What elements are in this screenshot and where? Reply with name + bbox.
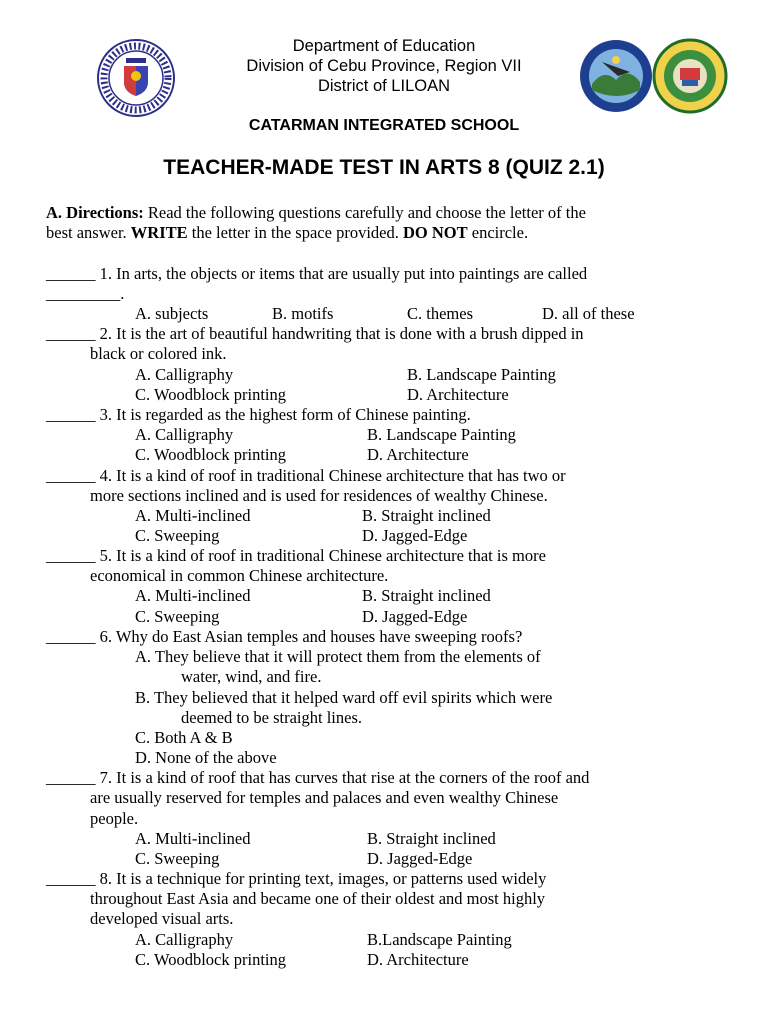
test-title: TEACHER-MADE TEST IN ARTS 8 (QUIZ 2.1) [163, 156, 605, 179]
question-7-text-cont2: people. [90, 809, 139, 828]
q2-option-a: A. Calligraphy [135, 365, 234, 384]
q7-option-d: D. Jagged-Edge [367, 849, 473, 868]
question-2-text-cont: black or colored ink. [90, 344, 227, 363]
q1-option-a: A. subjects [135, 304, 209, 323]
question-4-text: ______ 4. It is a kind of roof in traditional Chinese architecture that has two or [46, 466, 566, 485]
directions-line-1: A. Directions: Read the following questions carefully and choose the letter of the [46, 203, 586, 222]
q2-option-c: C. Woodblock printing [135, 385, 286, 404]
q4-option-a: A. Multi-inclined [135, 506, 251, 525]
question-8-text: ______ 8. It is a technique for printing text, images, or patterns used widely [46, 869, 547, 888]
q2-option-b: B. Landscape Painting [407, 365, 556, 384]
q1-option-d: D. all of these [542, 304, 635, 323]
q6-option-b-cont: deemed to be straight lines. [181, 708, 362, 727]
q6-option-a-cont: water, wind, and fire. [181, 667, 322, 686]
q3-option-c: C. Woodblock printing [135, 445, 286, 464]
question-8-text-cont: throughout East Asia and became one of their oldest and most highly [90, 889, 546, 908]
q4-option-c: C. Sweeping [135, 526, 220, 545]
q7-option-b: B. Straight inclined [367, 829, 496, 848]
q8-option-b: B.Landscape Painting [367, 930, 512, 949]
q3-option-d: D. Architecture [367, 445, 469, 464]
q6-option-b: B. They believed that it helped ward off evil spirits which were [135, 688, 553, 707]
question-8-text-cont2: developed visual arts. [90, 909, 234, 928]
question-1-text: ______ 1. In arts, the objects or items that are usually put into paintings are called [46, 264, 588, 283]
question-2-text: ______ 2. It is the art of beautiful handwriting that is done with a brush dipped in [46, 324, 584, 343]
question-1-blank: _________. [46, 284, 125, 303]
q7-option-c: C. Sweeping [135, 849, 220, 868]
header-district: District of LILOAN [317, 77, 451, 95]
q5-option-c: C. Sweeping [135, 607, 220, 626]
q4-option-d: D. Jagged-Edge [362, 526, 468, 545]
q3-option-b: B. Landscape Painting [367, 425, 516, 444]
q7-option-a: A. Multi-inclined [135, 829, 251, 848]
question-5-text: ______ 5. It is a kind of roof in traditional Chinese architecture that is more [46, 546, 546, 565]
q6-option-d: D. None of the above [135, 748, 277, 767]
question-6-text: ______ 6. Why do East Asian temples and houses have sweeping roofs? [46, 627, 523, 646]
question-7-text-cont: are usually reserved for temples and palaces and even wealthy Chinese [90, 788, 559, 807]
q1-option-c: C. themes [407, 304, 473, 323]
q3-option-a: A. Calligraphy [135, 425, 234, 444]
header-division: Division of Cebu Province, Region VII [246, 57, 522, 75]
q5-option-b: B. Straight inclined [362, 586, 491, 605]
question-7-text: ______ 7. It is a kind of roof that has curves that rise at the corners of the roof and [46, 768, 590, 787]
question-3-text: ______ 3. It is regarded as the highest form of Chinese painting. [46, 405, 471, 424]
q4-option-b: B. Straight inclined [362, 506, 491, 525]
question-4-text-cont: more sections inclined and is used for residences of wealthy Chinese. [90, 486, 548, 505]
q8-option-a: A. Calligraphy [135, 930, 234, 949]
q5-option-a: A. Multi-inclined [135, 586, 251, 605]
q1-option-b: B. motifs [272, 304, 334, 323]
school-name: CATARMAN INTEGRATED SCHOOL [248, 117, 520, 134]
q6-option-c: C. Both A & B [135, 728, 233, 747]
q8-option-c: C. Woodblock printing [135, 950, 286, 969]
q5-option-d: D. Jagged-Edge [362, 607, 468, 626]
directions-line-2: best answer. WRITE the letter in the space provided. DO NOT encircle. [46, 223, 529, 242]
q8-option-d: D. Architecture [367, 950, 469, 969]
q6-option-a: A. They believe that it will protect them from the elements of [135, 647, 541, 666]
header-department: Department of Education [292, 37, 476, 55]
q2-option-d: D. Architecture [407, 385, 509, 404]
question-5-text-cont: economical in common Chinese architecture. [90, 566, 389, 585]
